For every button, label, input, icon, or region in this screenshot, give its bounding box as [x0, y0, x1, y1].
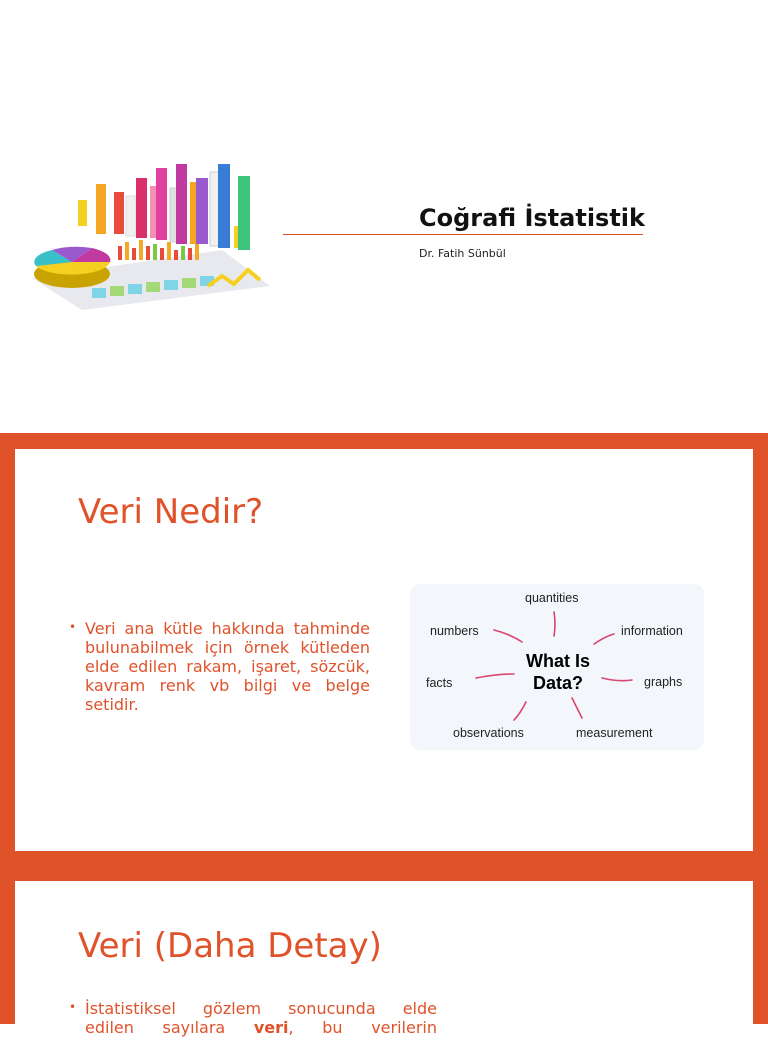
- presentation-title: Coğrafi İstatistik: [419, 204, 645, 232]
- center-line-1: What Is: [525, 651, 590, 671]
- center-line-2: Data?: [532, 673, 583, 693]
- bullet-line-2: [85, 1018, 437, 1037]
- word-quantities: quantities: [525, 591, 579, 605]
- word-graphs: graphs: [644, 675, 683, 689]
- word-facts: facts: [426, 676, 453, 690]
- statistics-chart-illustration: [22, 158, 274, 314]
- bullet-bold-term: veri: [253, 1018, 289, 1037]
- slide-veri-nedir: [15, 449, 753, 851]
- author-name: Dr. Fatih Sünbül: [419, 247, 506, 260]
- bullet-text: Veri ana kütle hakkında tahminde bulunabilmek için örnek kütleden elde edilen rakam, işaret, sözcük, kavram renk vb bilgi ve belge setidir.: [85, 619, 370, 714]
- slide-heading: Veri Nedir?: [78, 492, 264, 532]
- bullet-item: [71, 999, 437, 1037]
- title-underline: [283, 234, 643, 235]
- word-observations: observations: [453, 726, 524, 740]
- word-numbers: numbers: [430, 624, 479, 638]
- title-slide: [0, 0, 768, 433]
- bullet-item: [71, 619, 370, 714]
- diagram-center-label: [510, 650, 606, 694]
- tall-bars: [78, 164, 250, 250]
- slide-heading: Veri (Daha Detay): [78, 926, 382, 966]
- pie: [34, 247, 110, 288]
- what-is-data-diagram: [410, 584, 704, 750]
- bullet-icon: •: [69, 1000, 77, 1014]
- bullet-icon: •: [69, 620, 77, 634]
- bullet-line-2-end: , bu verilerin: [288, 1018, 437, 1037]
- bullet-text: [71, 999, 437, 1037]
- bullet-line-1: İstatistiksel gözlem sonucunda elde: [85, 999, 437, 1018]
- word-measurement: measurement: [576, 726, 653, 740]
- slide-veri-daha-detay: [15, 881, 753, 1041]
- bullet-line-2-start: edilen sayılara: [85, 1018, 226, 1037]
- word-information: information: [621, 624, 683, 638]
